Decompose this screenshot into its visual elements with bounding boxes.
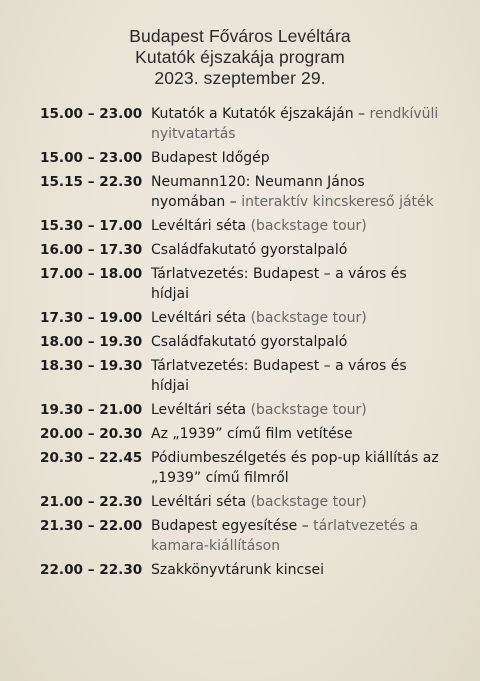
program-time: 15.30 – 17.00 — [40, 218, 143, 234]
program-item — [40, 516, 460, 556]
program-subtitle: (backstage tour) — [250, 402, 367, 418]
program-description — [151, 264, 443, 304]
program-item — [40, 492, 460, 512]
program-subtitle: rendkívüli nyitvatartás — [151, 106, 439, 142]
program-time: 16.00 – 17.30 — [40, 242, 143, 258]
program-item — [40, 332, 460, 352]
program-subtitle: (backstage tour) — [250, 218, 367, 234]
program-description — [151, 560, 443, 580]
program-item — [40, 308, 460, 328]
program-description — [151, 308, 443, 328]
event-date: 2023. szeptember 29. — [154, 68, 326, 88]
program-title: Levéltári séta — [151, 494, 247, 510]
program-title: Családfakutató gyorstalpaló — [151, 242, 348, 258]
program-description — [151, 240, 443, 260]
program-subtitle: (backstage tour) — [250, 310, 367, 326]
program-subtitle: interaktív kincskereső játék — [241, 194, 434, 210]
program-title: Budapest egyesítése – — [151, 518, 309, 534]
program-item — [40, 264, 460, 304]
program-description — [151, 400, 443, 420]
program-time: 15.15 – 22.30 — [40, 174, 143, 190]
program-title: Budapest Időgép — [151, 150, 270, 166]
program-item — [40, 424, 460, 444]
program-subtitle: (backstage tour) — [250, 494, 367, 510]
program-title: Tárlatvezetés: Budapest – a város és hídjai — [151, 358, 407, 394]
program-time: 18.30 – 19.30 — [40, 358, 143, 374]
program-list — [40, 104, 460, 584]
program-title: Levéltári séta — [151, 402, 247, 418]
program-description — [151, 104, 443, 144]
program-header — [0, 26, 480, 89]
program-time: 18.00 – 19.30 — [40, 334, 143, 350]
program-description — [151, 448, 443, 488]
program-time: 17.00 – 18.00 — [40, 266, 143, 282]
program-subtitle: tárlatvezetés a kamara-kiállításon — [151, 518, 419, 554]
program-item — [40, 356, 460, 396]
event-title: Kutatók éjszakája program — [135, 47, 345, 67]
program-item — [40, 448, 460, 488]
program-description — [151, 148, 443, 168]
program-title: Szakkönyvtárunk kincsei — [151, 562, 325, 578]
institution-name: Budapest Főváros Levéltára — [129, 26, 351, 46]
program-title: Levéltári séta — [151, 218, 247, 234]
program-time: 21.30 – 22.00 — [40, 518, 143, 534]
program-item — [40, 104, 460, 144]
program-time: 20.00 – 20.30 — [40, 426, 143, 442]
program-description — [151, 356, 443, 396]
program-item — [40, 560, 460, 580]
program-description — [151, 516, 443, 556]
program-time: 17.30 – 19.00 — [40, 310, 143, 326]
program-time: 15.00 – 23.00 — [40, 106, 143, 122]
program-item — [40, 216, 460, 236]
program-item — [40, 148, 460, 168]
program-description — [151, 216, 443, 236]
program-item — [40, 400, 460, 420]
program-title: Pódiumbeszélgetés és pop-up kiállítás az „1939” című filmről — [151, 450, 439, 486]
program-time: 20.30 – 22.45 — [40, 450, 143, 466]
program-description — [151, 424, 443, 444]
program-time: 21.00 – 22.30 — [40, 494, 143, 510]
program-time: 19.30 – 21.00 — [40, 402, 143, 418]
program-title: Levéltári séta — [151, 310, 247, 326]
program-title: Neumann120: Neumann János nyomában – — [151, 174, 365, 210]
program-item — [40, 240, 460, 260]
program-title: Tárlatvezetés: Budapest – a város és hídjai — [151, 266, 407, 302]
program-description — [151, 332, 443, 352]
program-title: Családfakutató gyorstalpaló — [151, 334, 348, 350]
program-item — [40, 172, 460, 212]
program-description — [151, 172, 443, 212]
program-title: Az „1939” című film vetítése — [151, 426, 353, 442]
program-description — [151, 492, 443, 512]
program-title: Kutatók a Kutatók éjszakáján – — [151, 106, 366, 122]
program-time: 22.00 – 22.30 — [40, 562, 143, 578]
program-time: 15.00 – 23.00 — [40, 150, 143, 166]
